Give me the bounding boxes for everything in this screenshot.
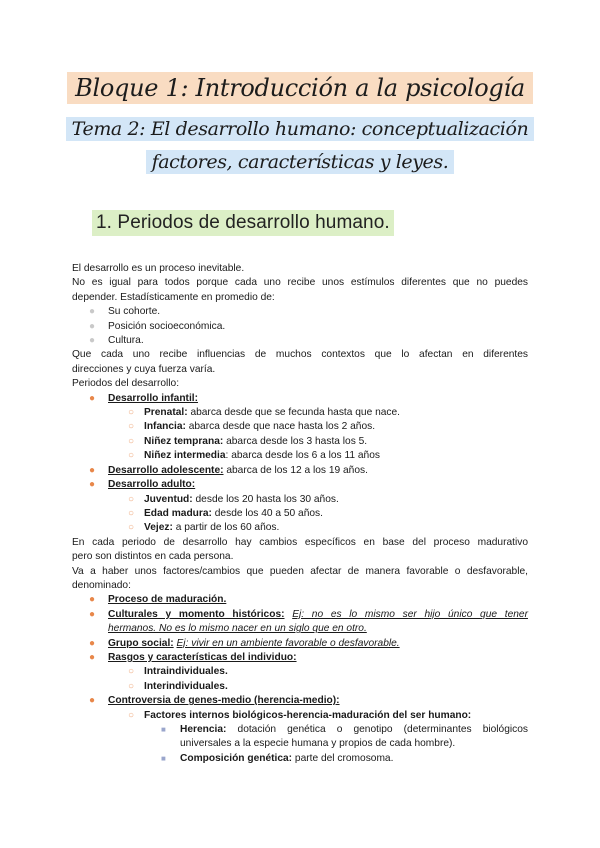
bullet-icon: ● — [89, 637, 96, 649]
ring-bullet-icon: ○ — [128, 507, 135, 519]
list-item: ● Posición socioeconómica. — [72, 320, 528, 334]
list-item: hermanos. No es lo mismo nacer en un siglo que en otro. — [108, 623, 367, 635]
ring-bullet-icon: ○ — [128, 493, 135, 505]
ring-bullet-icon: ○ — [128, 680, 135, 692]
ring-bullet-icon: ○ — [128, 450, 135, 462]
ring-bullet-icon: ○ — [128, 435, 135, 447]
square-bullet-icon: ■ — [161, 725, 166, 734]
intro-paragraph-2-line-1: No es igual para todos porque cada uno recibe unos estímulos diferentes que no puedes — [72, 277, 528, 289]
square-bullet-icon: ■ — [161, 753, 166, 763]
list-item: ○ Niñez temprana: abarca desde los 3 hasta los 5. — [72, 435, 528, 449]
list-item: ○ Prenatal: abarca desde que se fecunda hasta que nace. — [72, 406, 528, 420]
bullet-icon: ● — [89, 608, 96, 620]
subtitle-line-2-container — [0, 150, 600, 174]
list-item: ■ Composición genética: parte del cromosoma. — [72, 752, 528, 766]
document-subtitle-line-1: Tema 2: El desarrollo humano: conceptualización — [66, 117, 535, 141]
intro-list — [72, 305, 528, 348]
ring-bullet-icon: ○ — [128, 407, 135, 419]
section-heading: 1. Periodos de desarrollo humano. — [92, 210, 394, 236]
factors-list — [72, 593, 528, 766]
intro-paragraph-2-line-2: depender. Estadísticamente en promedio de: — [72, 291, 275, 303]
changes-paragraph-1-line-1: En cada periodo de desarrollo hay cambios específicos en base del proceso madurativo — [72, 536, 528, 548]
bullet-icon: ● — [89, 464, 96, 476]
list-item: ■ Herencia: dotación genética o genotipo (determinantes biológicos — [72, 723, 528, 737]
list-item: ● Grupo social: Ej: vivir en un ambiente favorable o desfavorable. — [72, 637, 528, 651]
subtitle-line-1-container — [0, 117, 600, 141]
list-item: ● Desarrollo adolescente: abarca de los 12 a los 19 años. — [72, 464, 528, 478]
intro-paragraph-3-line-2: direcciones y cuya fuerza varía. — [72, 363, 216, 375]
list-item: ● Desarrollo infantil: — [72, 392, 528, 406]
intro-paragraph-1: El desarrollo es un proceso inevitable. — [72, 263, 245, 274]
list-item: ○ Interindividuales. — [72, 680, 528, 694]
document-title: Bloque 1: Introducción a la psicología — [67, 72, 533, 104]
ring-bullet-icon: ○ — [128, 522, 135, 534]
list-item: ● Controversia de genes-medio (herencia-medio): — [72, 694, 528, 708]
periods-list — [72, 392, 528, 536]
ring-bullet-icon: ○ — [128, 666, 135, 678]
bullet-icon: ● — [89, 479, 96, 491]
bullet-icon: ● — [89, 594, 96, 606]
bullet-icon: ● — [89, 320, 96, 332]
ring-bullet-icon: ○ — [128, 709, 135, 721]
intro-paragraph-4: Periodos del desarrollo: — [72, 378, 180, 390]
bullet-icon: ● — [89, 335, 96, 347]
bullet-icon: ● — [89, 306, 96, 318]
list-item: ● Cultura. — [72, 334, 528, 348]
section-heading-container — [92, 210, 394, 236]
list-item: ● Culturales y momento históricos: Ej: no es lo mismo ser hijo único que tener — [72, 608, 528, 622]
list-item: ● Desarrollo adulto: — [72, 478, 528, 492]
list-item: ○ Edad madura: desde los 40 a 50 años. — [72, 507, 528, 521]
ring-bullet-icon: ○ — [128, 421, 135, 433]
bullet-icon: ● — [89, 651, 96, 663]
list-item: universales a la especie humana y propios de cada hombre). — [180, 738, 456, 750]
list-item: ○ Infancia: abarca desde que nace hasta los 2 años. — [72, 420, 528, 434]
list-item: ● Proceso de maduración. — [72, 593, 528, 607]
intro-paragraph-3-line-1: Que cada uno recibe influencias de muchos contextos que lo afectan en diferentes — [72, 349, 528, 361]
list-item: ○ Juventud: desde los 20 hasta los 30 años. — [72, 493, 528, 507]
changes-paragraph-2-line-2: denominado: — [72, 579, 131, 591]
changes-paragraph-1-line-2: pero son distintos en cada persona. — [72, 551, 234, 563]
list-item: ● Rasgos y características del individuo: — [72, 651, 528, 665]
document-subtitle-line-2: factores, características y leyes. — [146, 150, 455, 174]
list-item: ○ Niñez intermedia: abarca desde los 6 a los 11 años — [72, 449, 528, 463]
list-item: ○ Factores internos biológicos-herencia-maduración del ser humano: — [72, 709, 528, 723]
document-body — [72, 262, 528, 766]
list-item: ○ Intraindividuales. — [72, 665, 528, 679]
list-item: ● Su cohorte. — [72, 305, 528, 319]
bullet-icon: ● — [89, 392, 96, 404]
list-item: ○ Vejez: a partir de los 60 años. — [72, 521, 528, 535]
bullet-icon: ● — [89, 695, 96, 707]
title-container — [0, 72, 600, 104]
changes-paragraph-2-line-1: Va a haber unos factores/cambios que pueden afectar de manera favorable o desfavorable, — [72, 565, 528, 577]
